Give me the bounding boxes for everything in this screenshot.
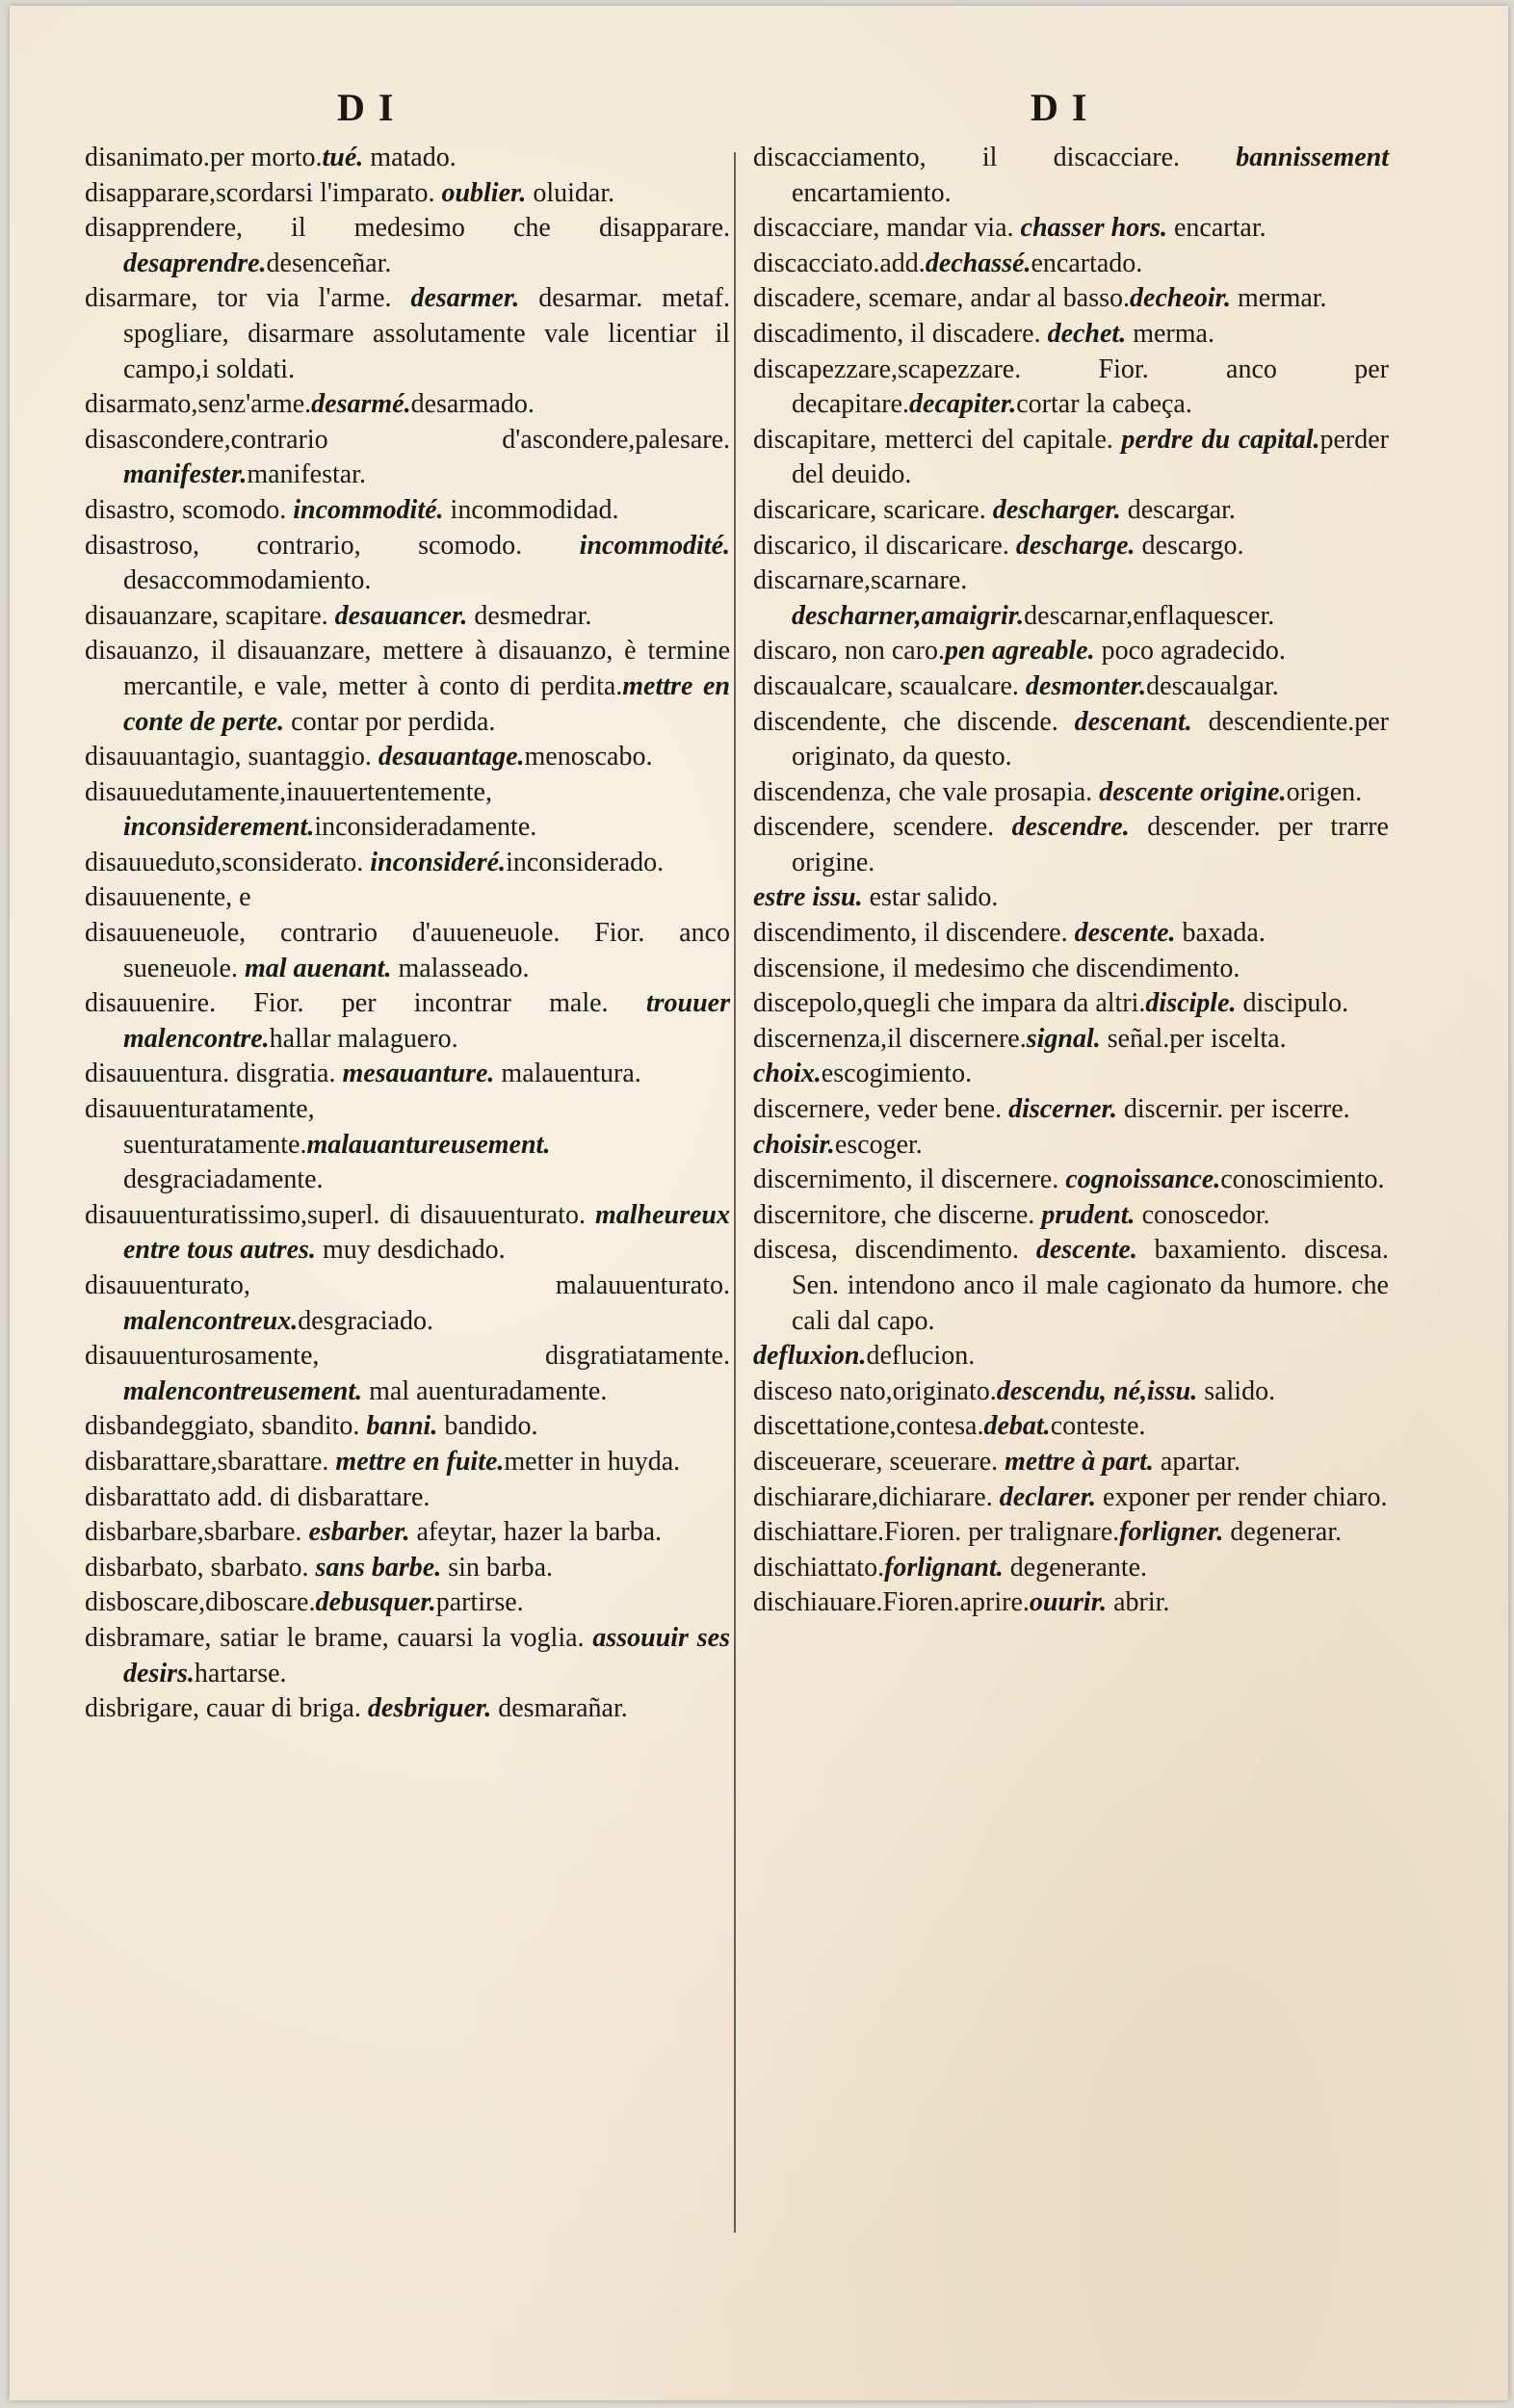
italian-text: discernere, veder bene. <box>753 1094 1009 1125</box>
italian-text: discettatione,contesa. <box>753 1411 984 1442</box>
dictionary-entry <box>85 599 730 635</box>
french-translation: malauantureusement. <box>306 1129 551 1160</box>
spanish-text: desarmar. metaf. spogliare, disarmare assolutamente vale licentiar il campo,i soldati. <box>123 283 730 384</box>
italian-text: disapprendere, il medesimo che disapparare. <box>85 213 730 244</box>
spanish-text: discipulo. <box>1236 988 1349 1019</box>
dictionary-entry <box>85 387 730 423</box>
spanish-text: apartar. <box>1153 1446 1241 1477</box>
spanish-text: desmarañar. <box>491 1693 628 1724</box>
italian-text: disauuenturatamente, suenturatamente. <box>85 1094 315 1160</box>
dictionary-entry <box>85 281 730 387</box>
dictionary-entry <box>753 669 1389 705</box>
dictionary-entry <box>85 141 730 176</box>
dictionary-entry <box>85 1515 730 1551</box>
italian-text: disauuenturato, malauuenturato. <box>85 1270 730 1300</box>
spanish-text: desenceñar. <box>266 248 392 278</box>
italian-text: dischiauare.Fioren.aprire. <box>753 1587 1030 1618</box>
french-translation: inconsideré. <box>370 847 507 877</box>
french-translation: descendre. <box>1011 812 1130 843</box>
french-translation: descente origine. <box>1099 776 1287 807</box>
italian-text: disauuenturatissimo,superl. di disauuenturato. <box>85 1199 595 1230</box>
dictionary-entry <box>85 634 730 740</box>
italian-text: disbandeggiato, sbandito. <box>85 1411 367 1442</box>
dictionary-page <box>10 6 1508 2400</box>
italian-text: disascondere,contrario d'ascondere,palesare. <box>85 424 730 455</box>
italian-text: discernitore, che discerne. <box>753 1199 1042 1230</box>
italian-text: disbarattare,sbarattare. <box>85 1446 336 1477</box>
spanish-text: malauentura. <box>494 1059 641 1089</box>
spanish-text: conteste. <box>1050 1411 1146 1442</box>
italian-text: disbarbato, sbarbato. <box>85 1552 316 1583</box>
french-translation: ouurir. <box>1029 1587 1108 1618</box>
french-translation: sans barbe. <box>315 1552 442 1583</box>
french-translation: mettre à part. <box>1005 1446 1154 1477</box>
spanish-text: manifestar. <box>247 459 366 490</box>
dictionary-entry <box>753 810 1389 880</box>
dictionary-entry <box>85 846 730 881</box>
spanish-text: baxada. <box>1175 918 1266 949</box>
dictionary-entry <box>753 211 1389 247</box>
french-translation: chasser hors. <box>1020 213 1167 244</box>
italian-text: disauanzare, scapitare. <box>85 600 335 631</box>
dictionary-entry <box>85 1269 730 1339</box>
left-column <box>85 141 730 1727</box>
french-translation: desbriguer. <box>367 1693 492 1724</box>
spanish-text: metter in huyda. <box>504 1446 681 1477</box>
dictionary-entry <box>85 1480 730 1516</box>
dictionary-entry <box>85 1198 730 1269</box>
italian-text: disauuenente, e <box>85 882 251 913</box>
dictionary-entry <box>753 529 1389 564</box>
french-translation: descenant. <box>1074 706 1192 737</box>
italian-text: discendente, che discende. <box>753 706 1075 737</box>
dictionary-entry <box>85 880 730 916</box>
running-header-right: DI <box>1031 86 1101 129</box>
spanish-text: bandido. <box>437 1411 538 1442</box>
spanish-text: poco agradecido. <box>1094 636 1286 667</box>
italian-text: disboscare,diboscare. <box>85 1587 316 1618</box>
italian-text: dischiarare,dichiarare. <box>753 1481 1000 1512</box>
french-translation: malencontreusement. <box>123 1375 363 1406</box>
dictionary-entry <box>753 141 1389 211</box>
spanish-text: encartado. <box>1031 248 1143 278</box>
italian-text: discaualcare, scaualcare. <box>753 670 1026 701</box>
french-translation: banni. <box>366 1411 438 1442</box>
spanish-text: baxamiento. discesa. Sen. intendono anco il male cagionato da humore. che cali dal capo. <box>792 1235 1389 1336</box>
dictionary-entry <box>85 211 730 281</box>
dictionary-entry <box>753 423 1389 493</box>
italian-text: disauueduto,sconsiderato. <box>85 847 371 877</box>
spanish-text: cortar la cabeça. <box>1016 389 1192 420</box>
dictionary-entry <box>753 1551 1389 1586</box>
italian-text: disauuenire. Fior. per incontrar male. <box>85 988 646 1019</box>
italian-text: discaro, non caro. <box>753 636 946 667</box>
french-translation: incommodité. <box>579 530 730 561</box>
italian-text: discapezzare,scapezzare. Fior. anco per decapitare. <box>753 353 1389 420</box>
dictionary-entry <box>753 916 1389 952</box>
french-translation: descharger. <box>992 494 1121 525</box>
spanish-text: mermar. <box>1231 283 1327 314</box>
dictionary-entry <box>753 880 1389 916</box>
spanish-text: mal auenturadamente. <box>362 1375 608 1406</box>
dictionary-entry <box>85 1057 730 1092</box>
italian-text: discaricare, scaricare. <box>753 494 993 525</box>
dictionary-entry <box>85 1621 730 1691</box>
french-translation: manifester. <box>123 459 248 490</box>
spanish-text: origen. <box>1286 776 1363 807</box>
spanish-text: degenerante. <box>1003 1552 1148 1583</box>
french-translation: mettre en conte de perte. <box>123 670 730 737</box>
italian-text: disbrigare, cauar di briga. <box>85 1693 368 1724</box>
italian-text: disauuentura. disgratia. <box>85 1059 343 1089</box>
dictionary-entry <box>85 529 730 599</box>
french-translation: malencontreux. <box>123 1305 299 1336</box>
italian-text: dischiattato. <box>753 1552 885 1583</box>
running-header-left: DI <box>337 86 407 129</box>
italian-text: disauuenturosamente, disgratiatamente. <box>85 1341 730 1372</box>
italian-text: disapparare,scordarsi l'imparato. <box>85 177 442 208</box>
spanish-text: escogimiento. <box>821 1059 973 1089</box>
french-translation: dechet. <box>1047 318 1127 349</box>
spanish-text: descender. per trarre origine. <box>792 812 1389 877</box>
french-translation: mettre en fuite. <box>335 1446 505 1477</box>
italian-text: disastro, scomodo. <box>85 494 294 525</box>
italian-text: discernenza,il discernere. <box>753 1023 1027 1054</box>
italian-text: discapitare, metterci del capitale. <box>753 424 1122 455</box>
dictionary-entry <box>753 1092 1389 1128</box>
spanish-text: descargar. <box>1120 494 1236 525</box>
spanish-text: conoscimiento. <box>1220 1165 1385 1195</box>
spanish-text: descendiente.per originato, da questo. <box>792 706 1389 772</box>
dictionary-entry <box>753 952 1389 987</box>
spanish-text: discernir. per iscerre. <box>1116 1094 1350 1125</box>
french-translation: incommodité. <box>293 494 444 525</box>
french-translation: declarer. <box>999 1481 1097 1512</box>
french-translation: descendu, né,issu. <box>996 1375 1198 1406</box>
dictionary-entry <box>753 353 1389 423</box>
french-translation: dechassé. <box>925 248 1031 278</box>
french-translation: forligner. <box>1119 1517 1224 1548</box>
spanish-text: hallar malaguero. <box>269 1023 458 1054</box>
dictionary-entry <box>85 1092 730 1198</box>
dictionary-entry <box>85 176 730 212</box>
italian-text: discacciato.add. <box>753 248 926 278</box>
dictionary-entry <box>753 1409 1389 1445</box>
italian-text: discepolo,quegli che impara da altri. <box>753 988 1146 1019</box>
italian-text: disbramare, satiar le brame, cauarsi la voglia. <box>85 1622 593 1653</box>
italian-text: discernimento, il discernere. <box>753 1165 1066 1195</box>
spanish-text: malasseado. <box>391 953 530 983</box>
french-translation: decheoir. <box>1130 283 1232 314</box>
dictionary-entry <box>753 1128 1389 1164</box>
dictionary-entry <box>753 281 1389 317</box>
italian-text: discendenza, che vale prosapia. <box>753 776 1100 807</box>
spanish-text: inconsideradamente. <box>314 812 537 843</box>
italian-text: discendimento, il discendere. <box>753 918 1075 949</box>
spanish-text: descarnar,enflaquescer. <box>1024 600 1275 631</box>
spanish-text: oluidar. <box>526 177 615 208</box>
spanish-text: incommodidad. <box>443 494 619 525</box>
french-translation: disciple. <box>1145 988 1237 1019</box>
spanish-text: desaccommodamiento. <box>123 565 372 596</box>
french-translation: desarmé. <box>311 389 411 420</box>
dictionary-entry <box>753 1233 1389 1339</box>
dictionary-entry <box>753 317 1389 353</box>
spanish-text: descargo. <box>1135 530 1244 561</box>
italian-text: discacciare, mandar via. <box>753 213 1021 244</box>
french-translation: mesauanture. <box>342 1059 495 1089</box>
dictionary-entry <box>753 493 1389 529</box>
spanish-text: matado. <box>363 143 457 172</box>
french-translation: desaprendre. <box>123 248 267 278</box>
spanish-text: conoscedor. <box>1135 1199 1270 1230</box>
french-translation: signal. <box>1026 1023 1101 1054</box>
spanish-text: desarmado. <box>410 389 535 420</box>
dictionary-entry <box>85 1585 730 1621</box>
spanish-text: escoger. <box>834 1129 923 1160</box>
spanish-text: afeytar, hazer la barba. <box>409 1517 663 1548</box>
spanish-text: desmedrar. <box>467 600 592 631</box>
italian-text: disanimato.per morto. <box>85 143 323 172</box>
dictionary-entry <box>753 1198 1389 1234</box>
italian-text: disauuantagio, suantaggio. <box>85 742 378 772</box>
italian-text: discadimento, il discadere. <box>753 318 1048 349</box>
french-translation: choix. <box>753 1059 822 1089</box>
french-translation: choisir. <box>753 1129 835 1160</box>
dictionary-entry <box>753 1515 1389 1551</box>
spanish-text: partirse. <box>435 1587 524 1618</box>
dictionary-entry <box>753 1585 1389 1621</box>
dictionary-entry <box>85 1339 730 1409</box>
french-translation: discerner. <box>1008 1094 1117 1125</box>
french-translation: debat. <box>983 1411 1051 1442</box>
french-translation: cognoissance. <box>1065 1165 1221 1195</box>
dictionary-entry <box>85 740 730 775</box>
dictionary-entry <box>753 1057 1389 1092</box>
french-translation: tué. <box>322 143 364 172</box>
spanish-text: salido. <box>1197 1375 1276 1406</box>
french-translation: forlignant. <box>884 1552 1004 1583</box>
spanish-text: merma. <box>1126 318 1214 349</box>
spanish-text: desgraciadamente. <box>123 1165 324 1195</box>
dictionary-entry <box>753 247 1389 282</box>
french-translation: mal auenant. <box>244 953 392 983</box>
italian-text: discensione, il medesimo che discendimento. <box>753 953 1240 983</box>
italian-text: disbarattato add. di disbarattare. <box>85 1481 431 1512</box>
dictionary-entry <box>85 1445 730 1480</box>
french-translation: estre issu. <box>753 882 863 913</box>
dictionary-entry <box>753 1163 1389 1198</box>
column-divider <box>734 152 736 2233</box>
french-translation: inconsiderement. <box>123 812 315 843</box>
spanish-text: encartar. <box>1167 213 1266 244</box>
spanish-text: degenerar. <box>1223 1517 1343 1548</box>
french-translation: desauantage. <box>378 742 525 772</box>
spanish-text: contar por perdida. <box>284 706 496 737</box>
french-translation: pen agreable. <box>945 636 1095 667</box>
spanish-text: abrir. <box>1107 1587 1170 1618</box>
italian-text: discadere, scemare, andar al basso. <box>753 283 1131 314</box>
spanish-text: inconsiderado. <box>506 847 665 877</box>
dictionary-entry <box>753 1480 1389 1516</box>
dictionary-entry <box>753 775 1389 811</box>
french-translation: descente. <box>1035 1235 1137 1266</box>
right-column <box>753 141 1389 1621</box>
french-translation: assouuir ses desirs. <box>123 1622 730 1688</box>
spanish-text: descaualgar. <box>1146 670 1279 701</box>
french-translation: bannissement <box>1236 143 1389 172</box>
dictionary-entry <box>753 705 1389 775</box>
dictionary-entry <box>753 1022 1389 1058</box>
italian-text: disarmare, tor via l'arme. <box>85 283 411 314</box>
french-translation: malheureux entre tous autres. <box>123 1199 730 1266</box>
italian-text: discacciamento, il discacciare. <box>753 143 1237 172</box>
french-translation: oublier. <box>441 177 527 208</box>
spanish-text: menoscabo. <box>524 742 653 772</box>
french-translation: trouuer malencontre. <box>123 988 730 1054</box>
french-translation: defluxion. <box>753 1341 867 1372</box>
italian-text: discesa, discendimento. <box>753 1235 1036 1266</box>
dictionary-entry <box>85 1409 730 1445</box>
dictionary-entry <box>85 493 730 529</box>
spanish-text: desgraciado. <box>298 1305 433 1336</box>
italian-text: discarico, il discaricare. <box>753 530 1016 561</box>
italian-text: disauueneuole, contrario d'auueneuole. Fior. anco sueneuole. <box>85 918 730 983</box>
french-translation: perdre du capital. <box>1121 424 1320 455</box>
dictionary-entry <box>753 563 1389 634</box>
italian-text: disceuerare, sceuerare. <box>753 1446 1005 1477</box>
italian-text: dischiattare.Fioren. per tralignare. <box>753 1517 1120 1548</box>
french-translation: descente. <box>1074 918 1176 949</box>
french-translation: descharge. <box>1015 530 1136 561</box>
italian-text: discarnare,scarnare. <box>753 565 968 596</box>
french-translation: prudent. <box>1041 1199 1136 1230</box>
dictionary-entry <box>753 1339 1389 1374</box>
italian-text: disauuedutamente,inauuertentemente, <box>85 776 492 807</box>
spanish-text: estar salido. <box>862 882 999 913</box>
dictionary-entry <box>753 634 1389 669</box>
spanish-text: encartamiento. <box>792 177 952 208</box>
dictionary-entry <box>85 1551 730 1586</box>
italian-text: disastroso, contrario, scomodo. <box>85 530 580 561</box>
french-translation: desauancer. <box>334 600 468 631</box>
dictionary-entry <box>85 986 730 1057</box>
dictionary-entry <box>753 986 1389 1022</box>
spanish-text: perder del deuido. <box>792 424 1389 490</box>
spanish-text: sin barba. <box>441 1552 554 1583</box>
spanish-text: exponer per render chiaro. <box>1096 1481 1388 1512</box>
dictionary-entry <box>85 1691 730 1727</box>
dictionary-entry <box>85 775 730 846</box>
french-translation: desarmer. <box>410 283 520 314</box>
spanish-text: señal.per iscelta. <box>1100 1023 1287 1054</box>
french-translation: esbarber. <box>308 1517 410 1548</box>
italian-text: disbarbare,sbarbare. <box>85 1517 309 1548</box>
spanish-text: muy desdichado. <box>315 1235 506 1266</box>
italian-text: disarmato,senz'arme. <box>85 389 312 420</box>
italian-text: discendere, scendere. <box>753 812 1012 843</box>
dictionary-entry <box>753 1445 1389 1480</box>
french-translation: desmonter. <box>1025 670 1147 701</box>
dictionary-entry <box>85 423 730 493</box>
dictionary-entry <box>753 1374 1389 1410</box>
french-translation: debusquer. <box>315 1587 436 1618</box>
spanish-text: deflucion. <box>866 1341 976 1372</box>
italian-text: disauanzo, il disauanzare, mettere à disauanzo, è termine mercantile, e vale, metter à conto di perdita. <box>85 636 730 701</box>
french-translation: descharner,amaigrir. <box>792 600 1025 631</box>
spanish-text: hartarse. <box>194 1658 287 1688</box>
french-translation: decapiter. <box>909 389 1017 420</box>
dictionary-entry <box>85 916 730 986</box>
italian-text: disceso nato,originato. <box>753 1375 997 1406</box>
